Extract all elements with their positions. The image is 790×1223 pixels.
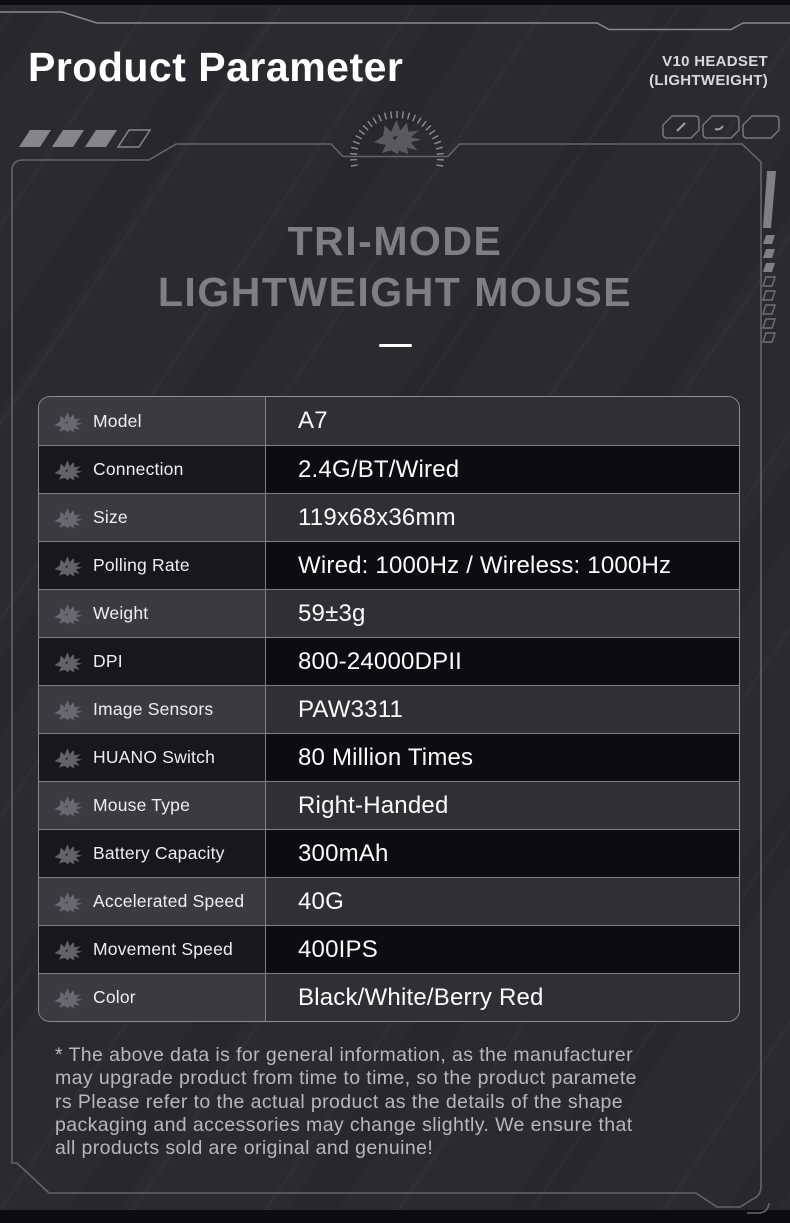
spec-value: Black/White/Berry Red — [298, 983, 544, 1011]
product-tag-line2: (LIGHTWEIGHT) — [649, 72, 768, 89]
spec-label-cell — [39, 974, 266, 1021]
wolf-logo-icon — [52, 554, 83, 577]
table-row — [39, 877, 739, 925]
spec-value: 59±3g — [298, 599, 366, 627]
arc-tick — [417, 118, 421, 124]
spec-label-cell — [39, 686, 266, 733]
table-row — [39, 493, 739, 541]
spec-label-cell — [39, 878, 266, 925]
spec-value: 300mAh — [298, 839, 389, 867]
table-row — [39, 445, 739, 493]
spec-value-cell — [266, 782, 739, 829]
arc-tick — [429, 130, 435, 134]
spec-label-cell — [39, 830, 266, 877]
footnote-line: may upgrade product from time to time, so the product paramete — [55, 1067, 637, 1090]
arc-tick — [436, 165, 443, 166]
page-title: Product Parameter — [28, 44, 404, 90]
arc-tick — [436, 147, 443, 149]
wolf-logo-icon — [374, 120, 422, 154]
spec-label-cell — [39, 542, 266, 589]
arc-tick — [402, 111, 403, 118]
spec-value: PAW3311 — [298, 695, 404, 723]
spec-label: Polling Rate — [93, 555, 190, 575]
footnote-line: * The above data is for general information, as the manufacturer — [55, 1044, 634, 1066]
table-row — [39, 733, 739, 781]
corner-badges — [663, 116, 779, 138]
arc-tick — [368, 121, 372, 126]
spec-label: Accelerated Speed — [93, 891, 245, 911]
bottom-edge-bar — [0, 1210, 790, 1223]
wolf-logo-icon — [52, 794, 83, 817]
arc-tick — [379, 115, 382, 121]
spec-value: 2.4G/BT/Wired — [298, 455, 460, 483]
product-tag — [649, 52, 768, 90]
spec-label: Battery Capacity — [93, 843, 225, 863]
footnote-line: packaging and accessories may change slightly. We ensure that — [55, 1113, 633, 1136]
spec-value: 40G — [298, 887, 344, 915]
wolf-logo-icon — [52, 842, 83, 865]
badge-slash-icon — [663, 116, 699, 138]
arc-tick — [359, 130, 365, 134]
spec-value: 800-24000DPII — [298, 647, 463, 675]
arc-tick — [422, 121, 426, 126]
hero-title-line2: LIGHTWEIGHT MOUSE — [157, 269, 633, 315]
spec-value-cell — [266, 974, 739, 1021]
spec-label-cell — [39, 782, 266, 829]
wolf-logo-icon — [52, 458, 83, 481]
spec-value-cell — [266, 926, 739, 973]
table-row — [39, 925, 739, 973]
wolf-logo-icon — [52, 890, 83, 913]
spec-value-cell — [266, 494, 739, 541]
footnote-line: rs Please refer to the actual product as the details of the shape — [55, 1090, 623, 1113]
spec-value: A7 — [298, 407, 328, 434]
spec-value-cell — [266, 446, 739, 493]
table-row — [39, 973, 739, 1021]
spec-label-cell — [39, 590, 266, 637]
arc-tick — [426, 125, 431, 130]
wolf-logo-icon — [52, 746, 83, 769]
spec-value: 119x68x36mm — [298, 503, 456, 531]
table-row — [39, 781, 739, 829]
spec-label: Size — [93, 507, 128, 527]
badge-blank-icon — [743, 116, 779, 138]
spec-label: Image Sensors — [93, 699, 214, 719]
spec-value: Right-Handed — [298, 791, 449, 819]
spec-label: Connection — [93, 459, 184, 479]
spec-label-cell — [39, 446, 266, 493]
wolf-logo-icon — [52, 650, 83, 673]
spec-value: 400IPS — [298, 935, 378, 963]
wolf-logo-icon — [52, 506, 83, 529]
spec-value-cell — [266, 686, 739, 733]
spec-value-cell — [266, 397, 739, 445]
swoosh-glyph — [715, 126, 723, 129]
arc-tick — [356, 136, 362, 139]
footnote-line: all products sold are original and genuine! — [55, 1137, 434, 1160]
arc-tick — [385, 113, 387, 120]
hero-heading — [0, 216, 790, 347]
spec-value-cell — [266, 590, 739, 637]
spec-label-cell — [39, 494, 266, 541]
spec-label-cell — [39, 734, 266, 781]
spec-label: Weight — [93, 603, 149, 623]
arc-tick — [413, 115, 416, 121]
table-row — [39, 397, 739, 445]
spec-label: Model — [93, 410, 142, 431]
arc-tick — [432, 136, 438, 139]
arc-tick — [353, 141, 360, 143]
spec-label: Movement Speed — [93, 939, 233, 959]
slanted-block-icon — [118, 130, 150, 147]
table-row — [39, 541, 739, 589]
spec-label-cell — [39, 638, 266, 685]
arc-tick — [351, 165, 358, 166]
wolf-logo-icon — [52, 698, 83, 721]
top-edge-bar — [0, 0, 790, 5]
spec-label: Color — [93, 987, 136, 1007]
table-row — [39, 829, 739, 877]
spec-label: Mouse Type — [93, 795, 191, 815]
badge-swoosh-icon — [703, 116, 739, 138]
arc-tick — [350, 154, 357, 155]
arc-tick — [373, 118, 377, 124]
top-accent-line — [0, 12, 790, 30]
table-row — [39, 685, 739, 733]
wolf-logo-icon — [52, 986, 83, 1009]
slash-glyph — [677, 123, 685, 131]
arc-tick — [434, 141, 441, 143]
spec-value-cell — [266, 830, 739, 877]
spec-label: DPI — [93, 651, 123, 671]
spec-value-cell — [266, 734, 739, 781]
arc-tick — [437, 154, 444, 155]
slanted-block-icon — [19, 130, 51, 147]
spec-label: HUANO Switch — [93, 747, 216, 767]
arc-tick — [391, 111, 392, 118]
spec-value-cell — [266, 638, 739, 685]
hero-title-line1: TRI-MODE — [287, 218, 503, 264]
slanted-blocks-decor — [19, 130, 150, 147]
wolf-logo-icon — [52, 602, 83, 625]
arc-tick — [363, 125, 368, 130]
footnote — [55, 1044, 750, 1160]
spec-table — [38, 396, 740, 1022]
spec-value-cell — [266, 878, 739, 925]
slanted-block-icon — [85, 130, 117, 147]
spec-value: Wired: 1000Hz / Wireless: 1000Hz — [298, 551, 672, 579]
spec-value: 80 Million Times — [298, 743, 474, 771]
wolf-logo-icon — [52, 938, 83, 961]
speedometer-arc-icon — [350, 111, 444, 166]
slanted-block-icon — [52, 130, 84, 147]
spec-label-cell — [39, 926, 266, 973]
arc-tick — [351, 147, 358, 149]
wolf-logo-icon — [52, 410, 83, 433]
table-row — [39, 589, 739, 637]
product-tag-line1: V10 HEADSET — [662, 53, 768, 70]
spec-label-cell — [39, 397, 266, 445]
table-row — [39, 637, 739, 685]
hero-underline — [379, 344, 412, 347]
arc-tick — [408, 113, 410, 120]
spec-value-cell — [266, 542, 739, 589]
